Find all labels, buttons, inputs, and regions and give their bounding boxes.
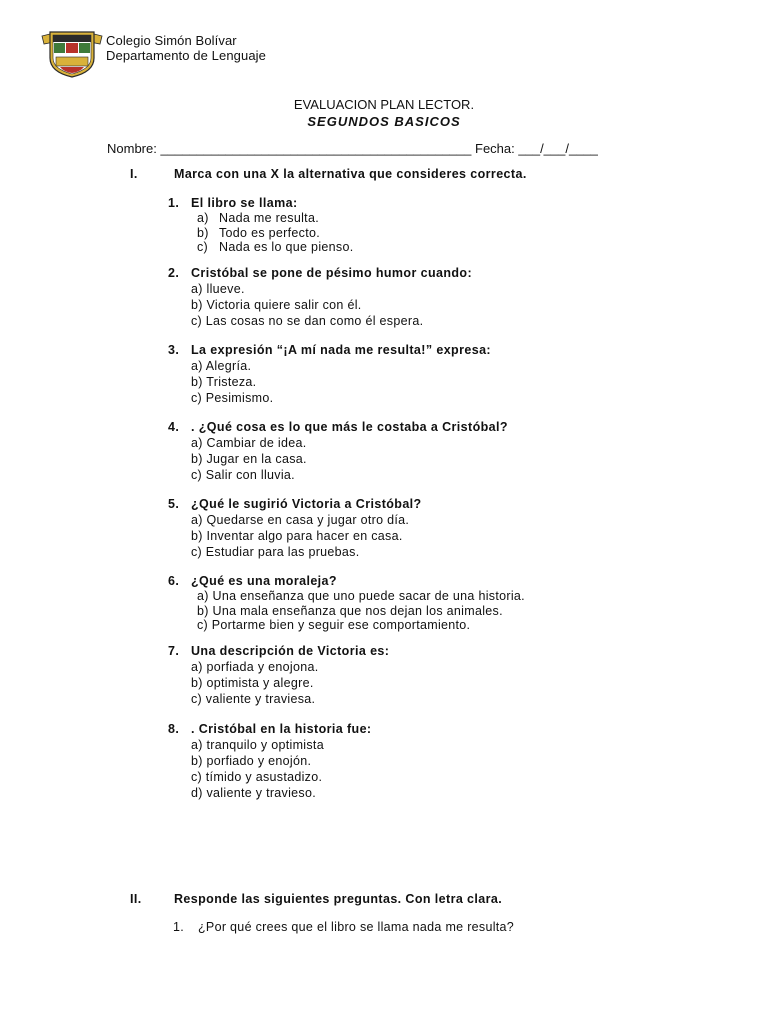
option-a[interactable]: a) Quedarse en casa y jugar otro día. [191, 513, 410, 527]
question-text: ¿Qué es una moraleja? [191, 574, 337, 588]
question-number: 2. [168, 266, 180, 280]
name-blank[interactable]: ___________________________________________ [160, 141, 472, 156]
school-crest-logo [40, 28, 104, 78]
question-3 [168, 342, 491, 406]
section-2-heading [130, 892, 690, 908]
question-8 [168, 721, 372, 801]
question-title [168, 265, 473, 281]
section-1-heading [130, 167, 690, 183]
date-label: Fecha: [475, 141, 515, 156]
question-text: Cristóbal se pone de pésimo humor cuando: [191, 266, 473, 280]
department-name: Departamento de Lenguaje [106, 47, 266, 63]
question-4 [168, 419, 508, 483]
section-1-number: I. [130, 167, 138, 181]
option-b[interactable]: b) Todo es perfecto. [197, 225, 320, 240]
question-title [168, 195, 353, 211]
option-a[interactable]: a) Cambiar de idea. [191, 436, 307, 450]
question-number: 3. [168, 343, 180, 357]
document-title: EVALUACION PLAN LECTOR. [293, 97, 475, 112]
question-title [168, 573, 525, 589]
question-5 [168, 496, 422, 560]
student-info-row [107, 141, 598, 156]
option-a[interactable]: a) Una enseñanza que uno puede sacar de una historia. [197, 589, 525, 603]
option-b[interactable]: b) Inventar algo para hacer en casa. [191, 529, 403, 543]
school-name: Colegio Simón Bolívar [106, 33, 237, 48]
question-number: 8. [168, 722, 180, 736]
question-title [168, 496, 422, 512]
option-c[interactable]: c) valiente y traviesa. [191, 692, 316, 706]
option-c[interactable]: c) Estudiar para las pruebas. [191, 545, 360, 559]
option-a[interactable]: a) tranquilo y optimista [191, 738, 324, 752]
question-text: El libro se llama: [191, 196, 298, 210]
school-info [106, 34, 266, 63]
question-number: 6. [168, 574, 180, 588]
question-text: . ¿Qué cosa es lo que más le costaba a Cristóbal? [191, 420, 508, 434]
question-number: 1. [168, 196, 180, 210]
option-c[interactable]: c) Pesimismo. [191, 391, 274, 405]
date-blank[interactable]: ___/___/____ [518, 141, 598, 156]
question-title [168, 643, 390, 659]
name-label: Nombre: [107, 141, 157, 156]
option-c[interactable]: c) Las cosas no se dan como él espera. [191, 314, 424, 328]
open-question-number: 1. [173, 920, 185, 934]
option-c[interactable]: c) Nada es lo que pienso. [197, 240, 354, 254]
option-a[interactable]: a) Nada me resulta. [197, 211, 319, 225]
section-1-instruction: Marca con una X la alternativa que consideres correcta. [174, 167, 527, 181]
option-c[interactable]: c) tímido y asustadizo. [191, 770, 323, 784]
question-title [168, 419, 508, 435]
question-7 [168, 643, 390, 707]
option-a[interactable]: a) Alegría. [191, 359, 252, 373]
question-text: Una descripción de Victoria es: [191, 644, 390, 658]
option-b[interactable]: b) optimista y alegre. [191, 676, 314, 690]
option-b[interactable]: b) Tristeza. [191, 375, 257, 389]
question-text: . Cristóbal en la historia fue: [191, 722, 372, 736]
option-a[interactable]: a) llueve. [191, 282, 245, 296]
open-question-1 [173, 920, 514, 934]
question-2 [168, 265, 473, 329]
option-b[interactable]: b) Una mala enseñanza que nos dejan los animales. [197, 603, 503, 618]
option-c[interactable]: c) Portarme bien y seguir ese comportamiento. [197, 618, 471, 632]
question-number: 5. [168, 497, 180, 511]
question-6 [168, 573, 525, 633]
open-question-text: ¿Por qué crees que el libro se llama nada me resulta? [198, 920, 515, 934]
question-text: ¿Qué le sugirió Victoria a Cristóbal? [191, 497, 422, 511]
option-b[interactable]: b) porfiado y enojón. [191, 754, 312, 768]
question-number: 4. [168, 420, 180, 434]
option-a[interactable]: a) porfiada y enojona. [191, 660, 319, 674]
question-text: La expresión “¡A mí nada me resulta!” expresa: [191, 343, 491, 357]
document-subtitle: SEGUNDOS BASICOS [307, 114, 461, 129]
option-b[interactable]: b) Victoria quiere salir con él. [191, 298, 362, 312]
section-2-instruction: Responde las siguientes preguntas. Con letra clara. [174, 892, 503, 906]
option-d[interactable]: d) valiente y travieso. [191, 786, 317, 800]
section-2-number: II. [130, 892, 142, 906]
option-b[interactable]: b) Jugar en la casa. [191, 452, 307, 466]
question-title [168, 342, 491, 358]
question-title [168, 721, 372, 737]
document-header [40, 28, 540, 78]
question-1 [168, 195, 353, 255]
question-number: 7. [168, 644, 180, 658]
option-c[interactable]: c) Salir con lluvia. [191, 468, 295, 482]
